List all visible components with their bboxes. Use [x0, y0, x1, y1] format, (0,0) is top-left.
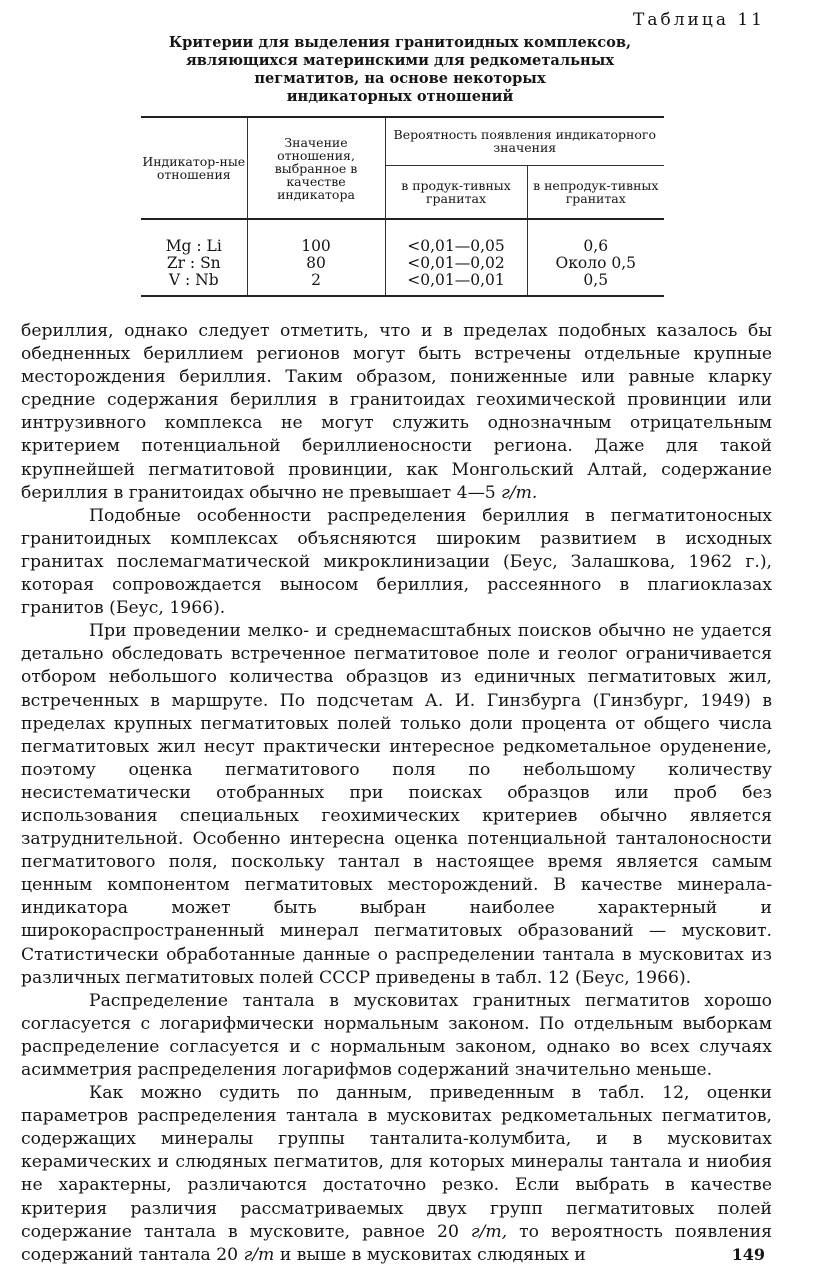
table-title-line: Критерии для выделения гранитоидных комплексов, [168, 34, 632, 51]
cell-nonproductive: 0,5 [527, 272, 664, 296]
header-selected-value: Значение отношения, выбранное в качестве индикатора [247, 117, 385, 219]
unit-text: г/т [243, 1244, 275, 1265]
paragraph [21, 320, 772, 505]
paragraph-text: Как можно судить по данным, приведенным в табл. 12, оценки параметров распределения тантала в мусковитах редкометальных пегматитов, содержащих минералы группы танталита-колумбита, и в мусковитах керамических и слюдяных пегматитов, для которых минералы тантала и ниобия не характерны, различаются достаточно резко. Если выбрать в качестве критерия различия рассматриваемых двух групп пегматитовых полей содержание тантала в мусковите, равное 20 [21, 1083, 772, 1242]
paragraph: Подобные особенности распределения бериллия в пегматитоносных гранитоидных комплексах объясняются широким развитием в исходных гранитах послемагматической микроклинизации (Беус, Залашкова, 1962 г.), которая сопровождается выносом бериллия, рассеянного в плагиоклазах гранитов (Беус, 1966). [21, 505, 772, 619]
cell-value: 100 [247, 219, 385, 255]
table-title [120, 34, 680, 106]
cell-productive: <0,01—0,05 [385, 219, 527, 255]
cell-nonproductive: 0,6 [527, 219, 664, 255]
paragraph-text: бериллия, однако следует отметить, что и в пределах подобных казалось бы обедненных бериллием регионов могут быть встречены отдельные крупные месторождения бериллия. Таким образом, пониженные или равные кларку средние содержания бериллия в гранитоидах геохимической провинции или интрузивного комплекса не могут служить однозначным отрицательным критерием потенциальной бериллиеносности региона. Даже для такой крупнейшей пегматитовой провинции, как Монгольский Алтай, содержание бериллия в гранитоидах обычно не превышает 4—5 [21, 321, 772, 503]
paragraph-text: то вероятность появления содержаний тантала 20 [21, 1221, 772, 1265]
table-title-line: являющихся материнскими для редкометальных [185, 52, 615, 69]
indicator-ratio-table [141, 116, 664, 297]
paragraph-text: и выше в мусковитах слюдяных и [279, 1244, 586, 1265]
cell-ratio: Mg : Li [141, 219, 247, 255]
cell-ratio: Zr : Sn [166, 254, 221, 272]
cell-nonproductive: Около 0,5 [527, 255, 664, 272]
cell-value: 80 [247, 255, 385, 272]
unit-text: г/т. [501, 482, 538, 503]
page-number: 149 [731, 1245, 765, 1264]
table-row [141, 219, 664, 255]
paragraph: Распределение тантала в мусковитах гранитных пегматитов хорошо согласуется с логарифмически нормальным законом. По отдельным выборкам распределение согласуется и с нормальным законом, однако во всех случаях асимметрия распределения логарифмов содержаний значительно меньше. [21, 990, 772, 1080]
unit-text: г/т, [470, 1221, 508, 1242]
header-productive-granites: в продук-тивных гранитах [385, 165, 527, 219]
cell-value: 2 [247, 272, 385, 296]
cell-productive: <0,01—0,02 [385, 255, 527, 272]
cell-productive: <0,01—0,01 [385, 272, 527, 296]
table-row [141, 272, 664, 296]
header-indicator-ratios: Индикатор-ные отношения [141, 117, 247, 219]
paragraph [21, 1082, 772, 1267]
table-row [141, 255, 664, 272]
table-title-line: индикаторных отношений [286, 88, 514, 105]
paragraph: При проведении мелко- и среднемасштабных поисков обычно не удается детально обследовать встреченное пегматитовое поле и геолог ограничивается отбором небольшого количества образцов из единичных пегматитовых жил, встреченных в маршруте. По подсчетам А. И. Гинзбурга (Гинзбург, 1949) в пределах крупных пегматитовых полей только доли процента от общего числа пегматитовых жил несут практически интересное редкометальное оруденение, поэтому оценка пегматитового поля по небольшому количеству несистематически отобранных при поисках образцов или проб без использования специальных геохимических критериев обычно является затруднительной. Особенно интересна оценка потенциальной танталоносности пегматитового поля, поскольку тантал в настоящее время является самым ценным компонентом пегматитовых месторождений. В качестве минерала-индикатора может быть выбран наиболее характерный и широкораспространенный минерал пегматитовых образований — мусковит. Статистически обработанные данные о распределении тантала в мусковитах из различных пегматитовых полей СССР приведены в табл. 12 (Беус, 1966). [21, 621, 772, 988]
table-number: Таблица 11 [633, 10, 765, 30]
table-title-line: пегматитов, на основе некоторых [254, 70, 546, 87]
body-text [21, 320, 772, 1267]
header-probability-group: Вероятность появления индикаторного значения [385, 117, 664, 165]
cell-ratio: V : Nb [141, 272, 247, 296]
header-nonproductive-granites: в непродук-тивных гранитах [527, 165, 664, 219]
